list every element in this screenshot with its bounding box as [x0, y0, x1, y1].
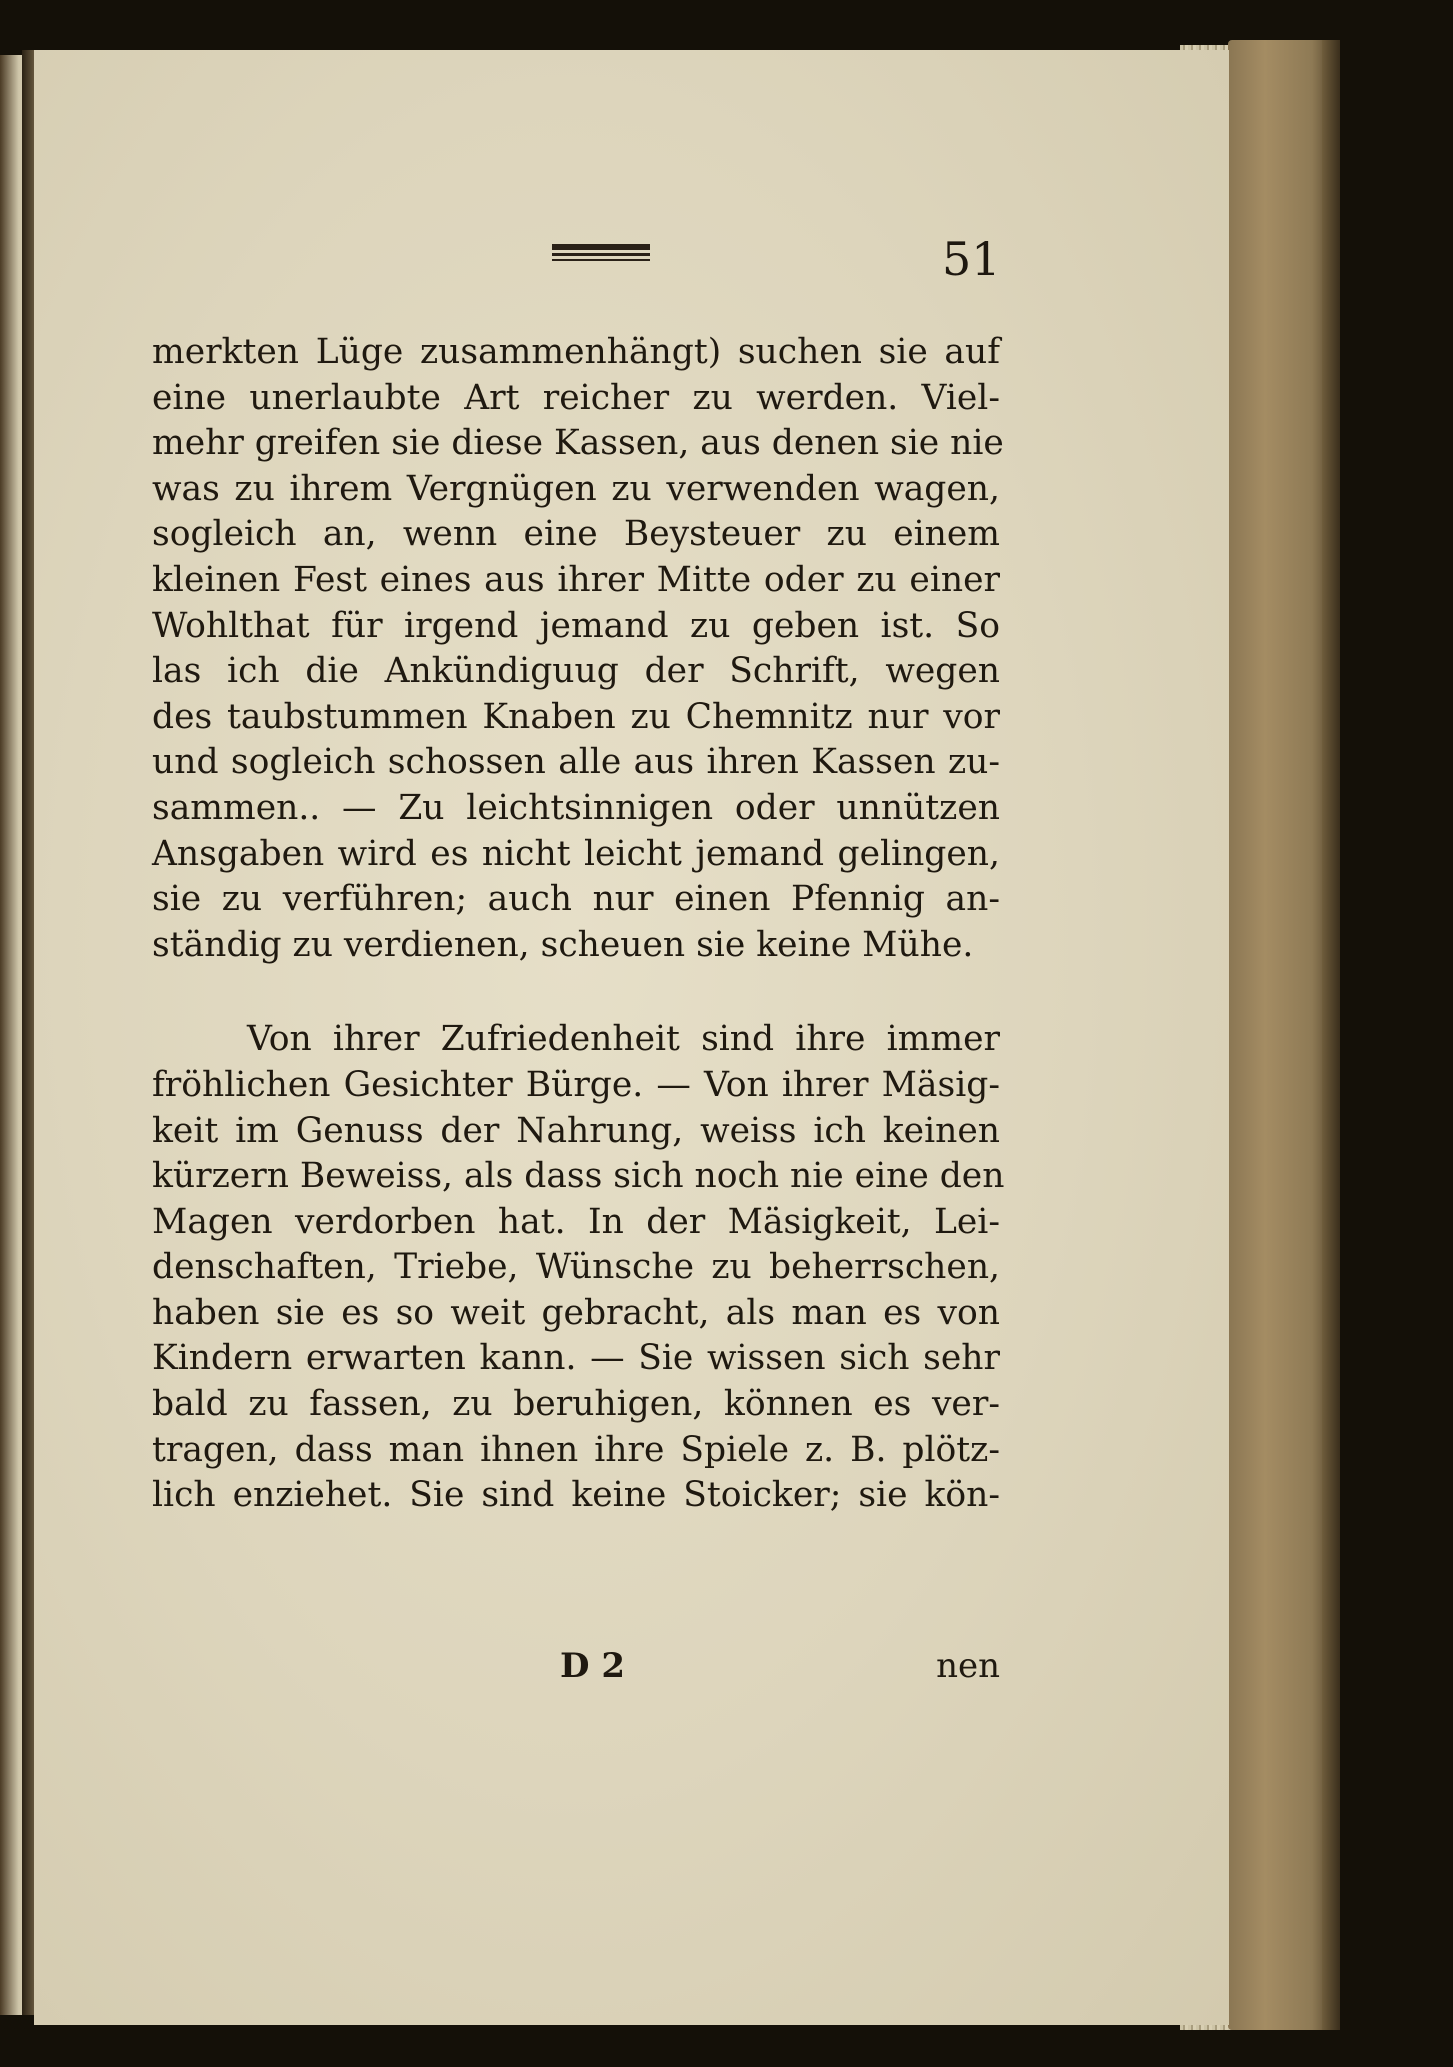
- text-line: sogleich an, wenn eine Beysteuer zu einem: [152, 514, 1000, 555]
- text-line: las ich die Ankündiguug der Schrift, wegen: [152, 651, 1000, 692]
- text-line: lich enziehet. Sie sind keine Stoicker; sie kön-: [152, 1475, 1000, 1516]
- text-line: des taubstummen Knaben zu Chemnitz nur vor: [152, 696, 1000, 737]
- text-line: sammen.. — Zu leichtsinnigen oder unnützen: [152, 787, 1000, 828]
- text-line: kürzern Beweiss, als dass sich noch nie eine den: [152, 1156, 1005, 1197]
- header-ornament-rule: [552, 244, 650, 262]
- text-line: mehr greifen sie diese Kassen, aus denen sie nie: [152, 423, 1004, 464]
- signature-mark: D 2: [560, 1646, 625, 1686]
- text-line: Magen verdorben hat. In der Mäsigkeit, Lei-: [152, 1201, 1000, 1242]
- text-line: Wohlthat für irgend jemand zu geben ist. So: [152, 605, 1000, 646]
- text-line: ständig zu verdienen, scheuen sie keine Mühe.: [152, 924, 974, 965]
- text-line: keit im Genuss der Nahrung, weiss ich keinen: [152, 1110, 1000, 1151]
- text-line: kleinen Fest eines aus ihrer Mitte oder zu einer: [152, 559, 1000, 600]
- page-number: 51: [942, 232, 1001, 286]
- text-line: merkten Lüge zusammenhängt) suchen sie auf: [152, 332, 1000, 372]
- text-line: und sogleich schossen alle aus ihren Kassen zu-: [152, 742, 1000, 783]
- text-line: haben sie es so weit gebracht, als man es von: [152, 1292, 1000, 1333]
- catchword: nen: [936, 1646, 1000, 1686]
- text-line: Kindern erwarten kann. — Sie wissen sich sehr: [152, 1338, 1000, 1379]
- body-text: [152, 330, 1005, 1519]
- text-line: denschaften, Triebe, Wünsche zu beherrschen,: [152, 1247, 1000, 1288]
- book-cover: [1228, 40, 1333, 2030]
- page-footer: [560, 1646, 1000, 1691]
- text-line: was zu ihrem Vergnügen zu verwenden wagen,: [152, 468, 1000, 509]
- text-line: Von ihrer Zufriedenheit sind ihre immer: [247, 1019, 1000, 1060]
- text-line: tragen, dass man ihnen ihre Spiele z. B. plötz-: [152, 1429, 1000, 1470]
- text-line: Ansgaben wird es nicht leicht jemand gelingen,: [152, 833, 1000, 874]
- text-line: bald zu fassen, zu beruhigen, können es ver-: [152, 1384, 1000, 1425]
- book-cover-edge: [1322, 40, 1340, 2030]
- text-line: eine unerlaubte Art reicher zu werden. Viel-: [152, 377, 1000, 418]
- text-line: fröhlichen Gesichter Bürge. — Von ihrer Mäsig-: [152, 1064, 1000, 1105]
- text-line: sie zu verführen; auch nur einen Pfennig an-: [152, 879, 1000, 920]
